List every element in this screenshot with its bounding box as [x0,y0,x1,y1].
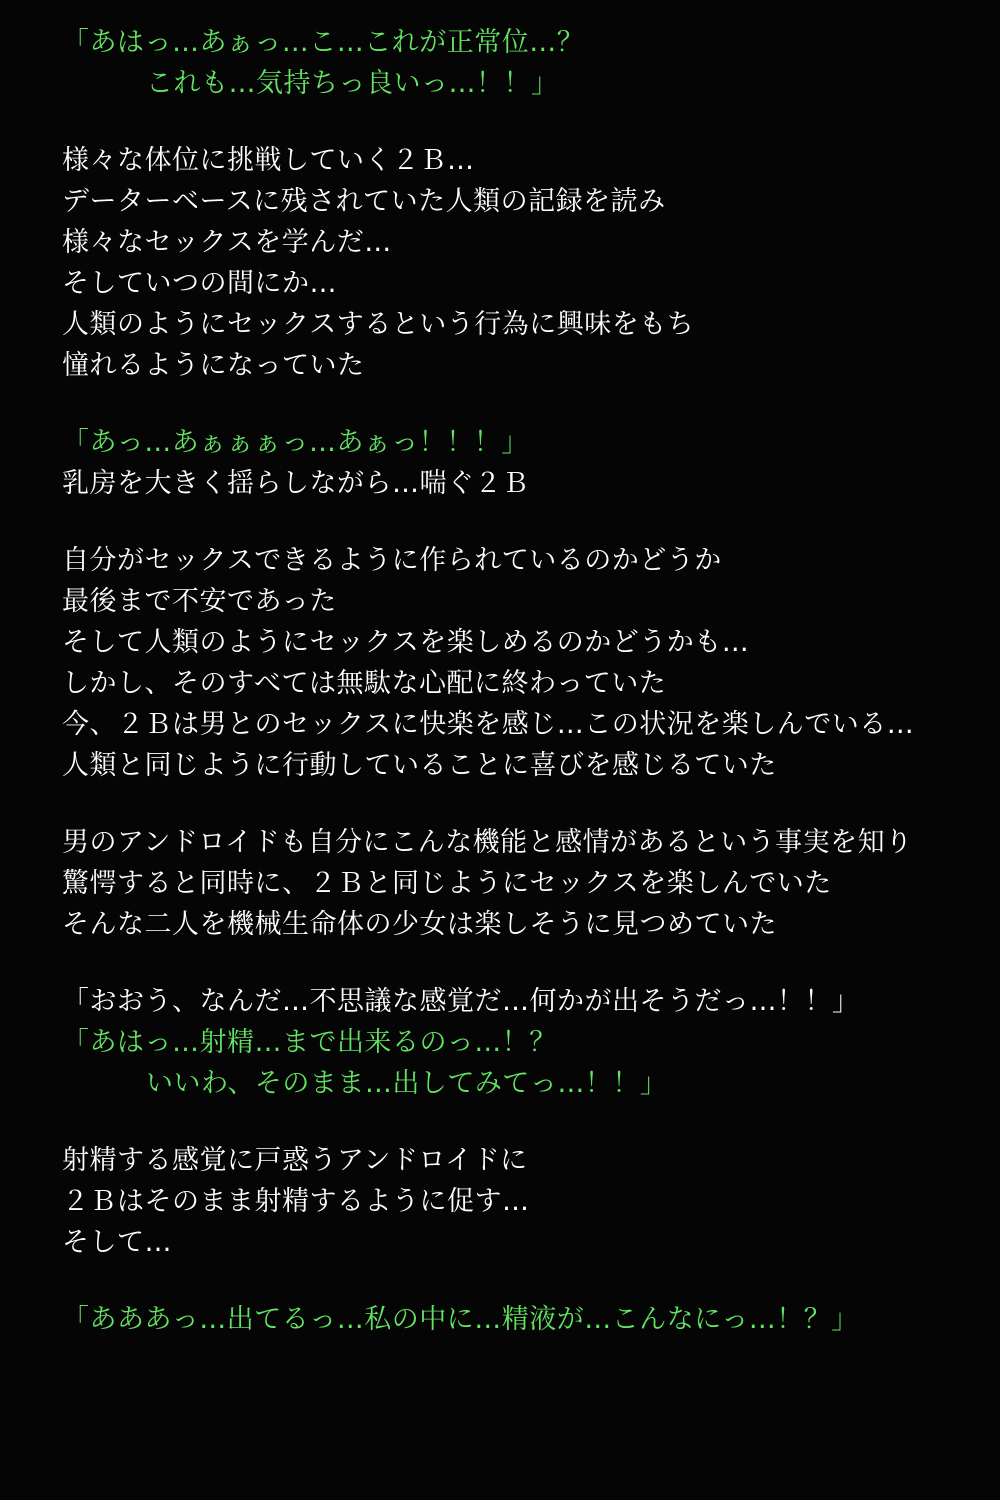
text-line: ２Ｂはそのまま射精するように促す… [62,1186,530,1217]
spacer [62,945,960,981]
text-block-quote-2 [62,422,960,504]
spacer [62,1263,960,1299]
text-line: 人類と同じように行動していることに喜びを感じるていた [62,750,777,781]
text-line: そして… [62,1227,172,1258]
spacer [62,104,960,140]
text-line: 自分がセックスできるように作られているのかどうか [62,545,722,576]
text-line: 「あああっ…出てるっ…私の中に…精液が…こんなにっ…！？」 [62,1304,859,1335]
text-line: そしていつの間にか… [62,268,337,299]
text-line: 「あっ…あぁぁぁっ…あぁっ！！！」 [62,427,529,458]
text-line: いいわ、そのまま…出してみてっ…！！」 [146,1068,668,1099]
spacer [62,386,960,422]
spacer [62,1104,960,1140]
text-line: そんな二人を機械生命体の少女は楽しそうに見つめていた [62,909,777,940]
spacer [62,504,960,540]
text-block-narration-1 [62,140,960,386]
text-line: 男のアンドロイドも自分にこんな機能と感情があるという事実を知り [62,827,913,858]
text-line: 驚愕すると同時に、２Ｂと同じようにセックスを楽しんでいた [62,868,832,899]
text-line: 人類のようにセックスするという行為に興味をもち [62,309,695,340]
spacer [62,786,960,822]
text-line: 様々な体位に挑戦していく２Ｂ… [62,145,475,176]
text-block-quote-4 [62,1299,960,1340]
text-line: 「あはっ…あぁっ…こ…これが正常位…？ [62,27,585,58]
text-line: しかし、そのすべては無駄な心配に終わっていた [62,668,667,699]
text-block-quote-3 [62,981,960,1104]
text-line: これも…気持ちっ良いっ…！！」 [146,68,559,99]
text-line: 「おおう、なんだ…不思議な感覚だ…何かが出そうだっ…！！」 [62,986,860,1017]
text-block-narration-2 [62,540,960,786]
text-line: 射精する感覚に戸惑うアンドロイドに [62,1145,528,1176]
text-line: 様々なセックスを学んだ… [62,227,392,258]
text-line: そして人類のようにセックスを楽しめるのかどうかも… [62,627,750,658]
text-block-quote-1 [62,22,960,104]
text-block-narration-3 [62,822,960,945]
text-line: 「あはっ…射精…まで出来るのっ…！？ [62,1027,557,1058]
text-line: 乳房を大きく揺らしながら…喘ぐ２Ｂ [62,468,530,499]
text-line: 最後まで不安であった [62,586,337,617]
text-line: データーベースに残されていた人類の記録を読み [62,186,666,217]
text-line: 今、２Ｂは男とのセックスに快楽を感じ…この状況を楽しんでいる… [62,709,915,740]
text-line: 憧れるようになっていた [62,350,365,381]
text-block-narration-4 [62,1140,960,1263]
